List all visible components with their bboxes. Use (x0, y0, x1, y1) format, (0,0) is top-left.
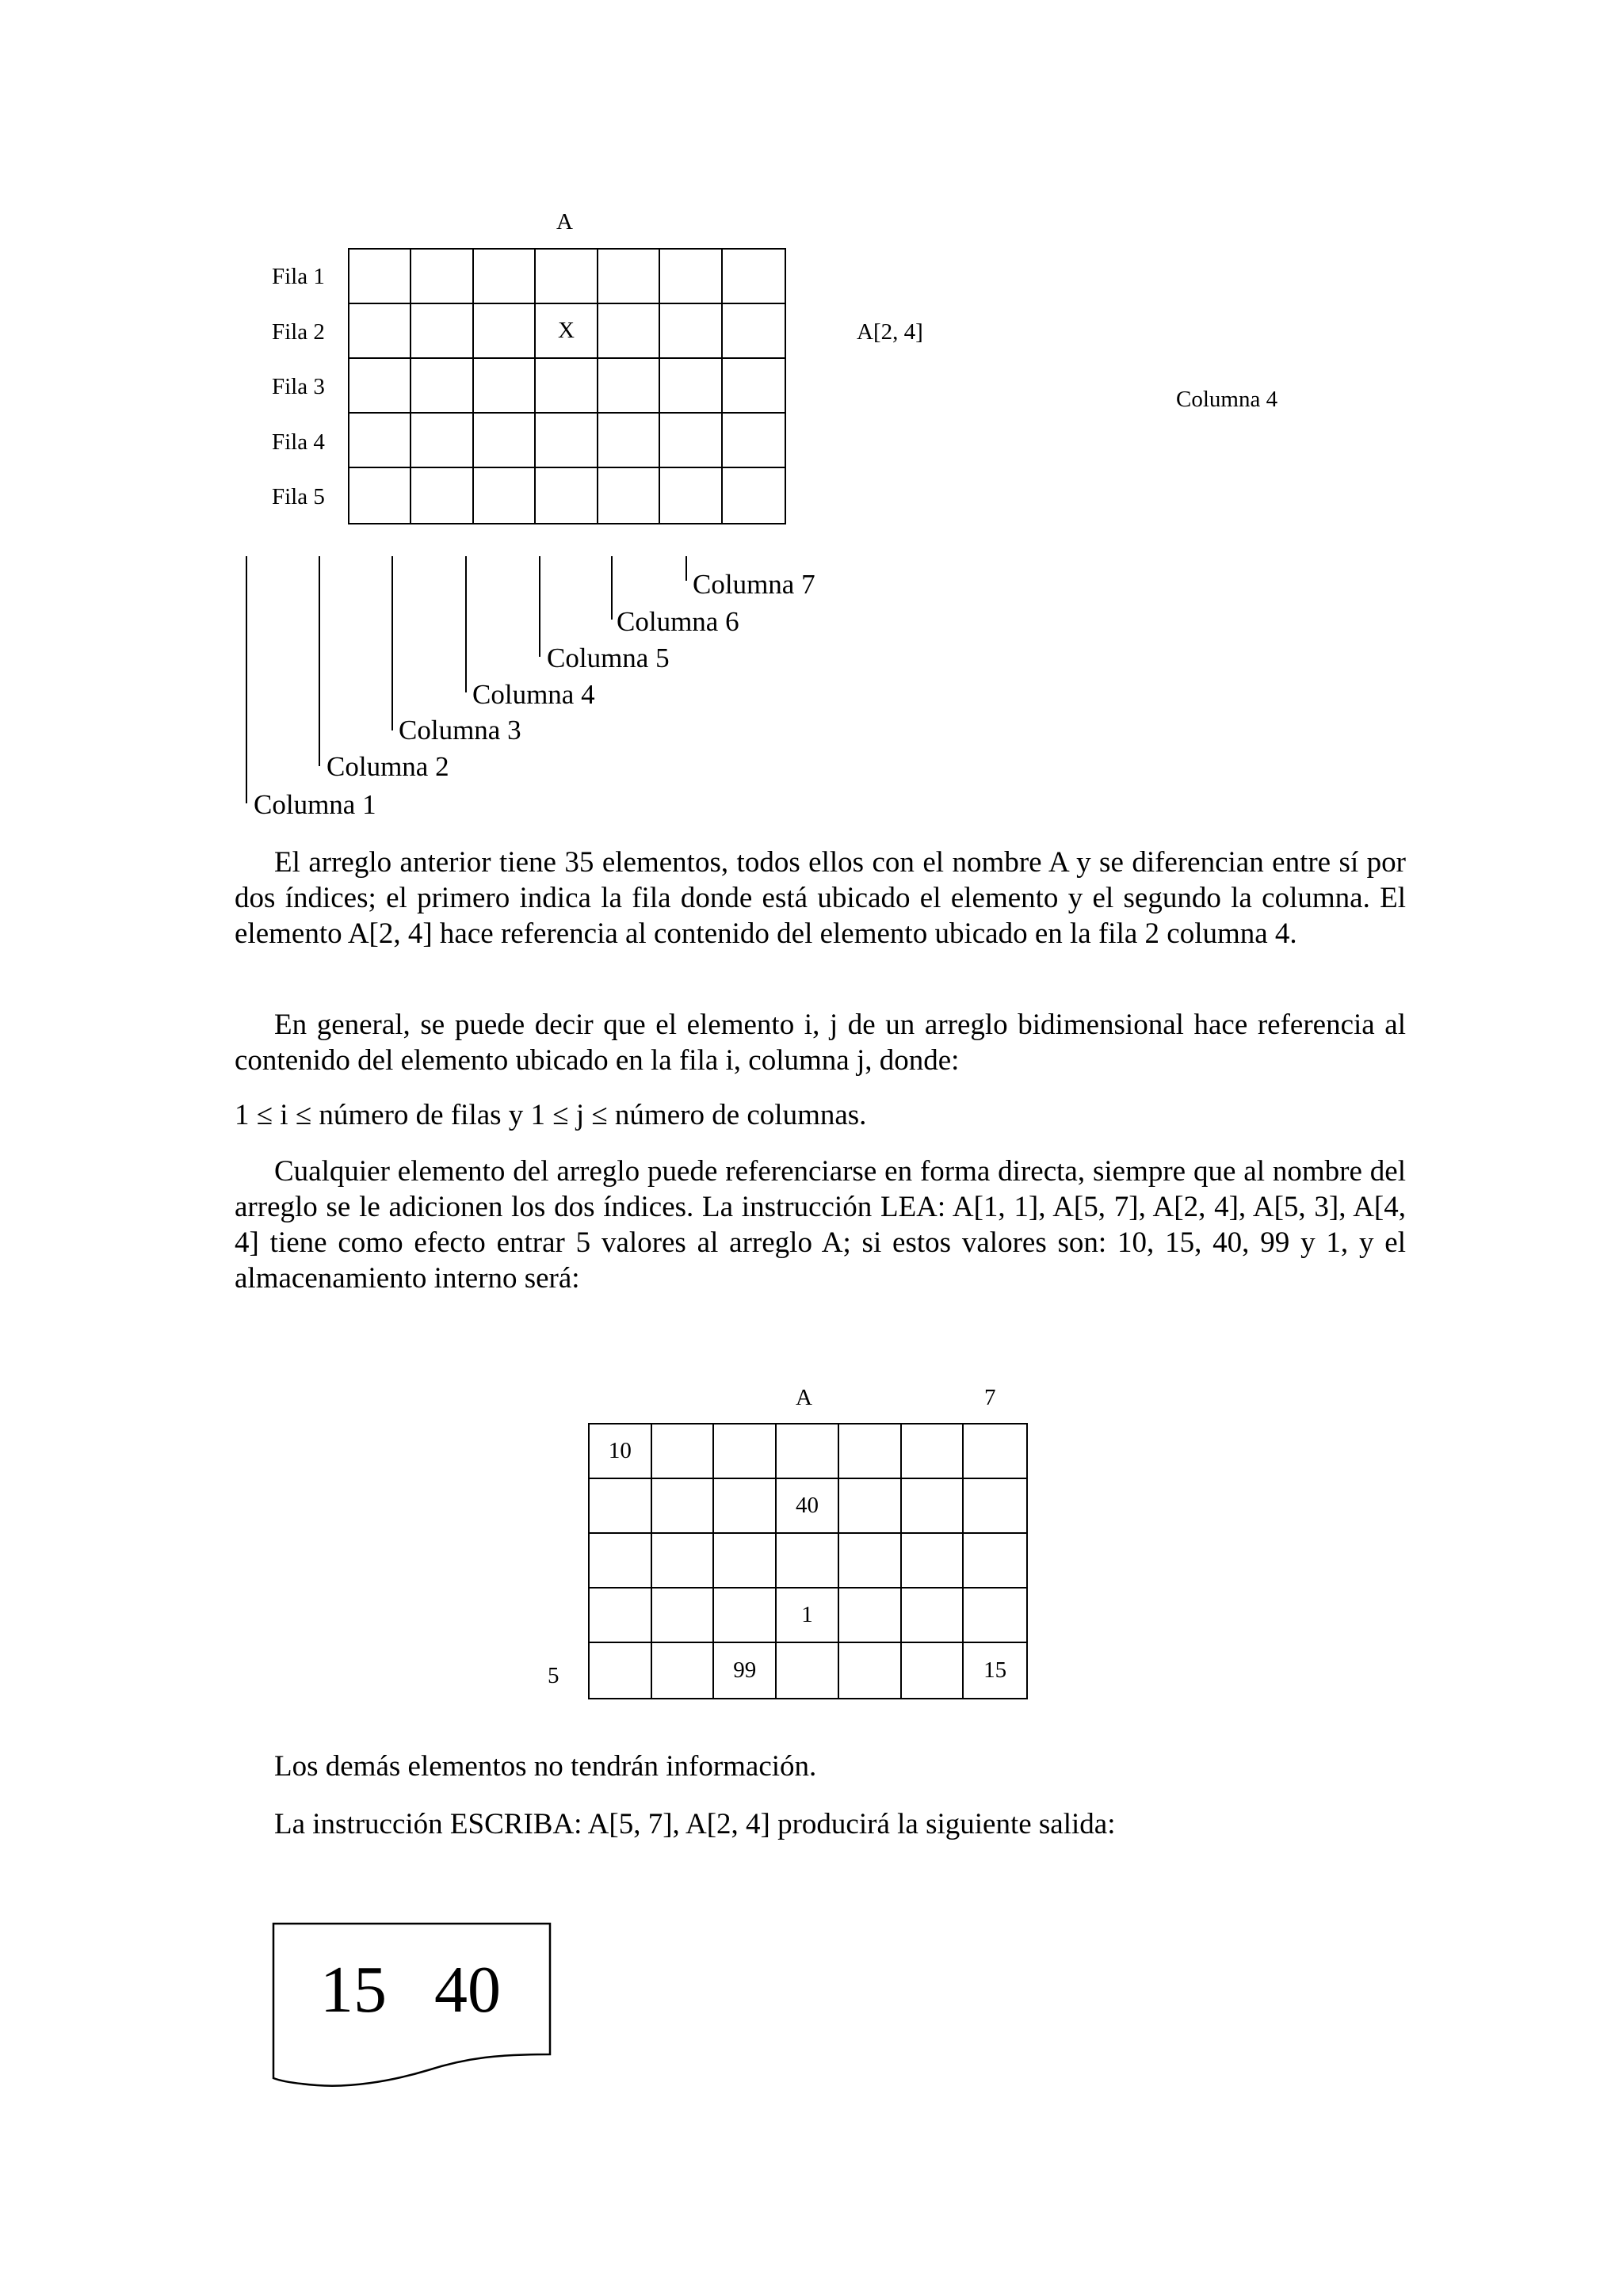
array-a-cell-r1-c6 (660, 250, 722, 304)
array-a-storage-cell-r1-c7 (964, 1425, 1026, 1479)
array-a-cell-r2-c5 (598, 304, 660, 359)
column-3-line (391, 556, 393, 730)
paragraph-1-text: El arreglo anterior tiene 35 elementos, todos ellos con el nombre A y se diferencian entre sí por dos índices; el primero indica la fila donde está ubicado el elemento y el segundo la columna. El elemento A[2, 4] hace referencia al contenido del elemento ubicado en la fila 2 columna 4. (235, 846, 1406, 950)
array-a-cell-r4-c7 (723, 414, 785, 468)
array-a-cell-r5-c6 (660, 468, 722, 523)
array-a-storage-cell-r3-c7 (964, 1534, 1026, 1589)
array-a-cell-r2-c2 (411, 304, 473, 359)
column-label-6: Columna 6 (617, 606, 739, 637)
array-a-storage-cell-r1-c1: 10 (590, 1425, 652, 1479)
figure2-title: A (796, 1385, 812, 1410)
paragraph-4 (235, 1154, 1406, 1296)
paragraph-3 (235, 1097, 1406, 1133)
figure2-row-count: 5 (548, 1663, 559, 1688)
paragraph-4-text: Cualquier elemento del arreglo puede referenciarse en forma directa, siempre que al nombre del arreglo se le adicionen los dos índices. La instrucción LEA: A[1, 1], A[5, 7], A[2, 4], A[5, 3], A[4, 4] tiene como efecto entrar 5 valores al arreglo A; si estos valores son: 10, 15, 40, 99 y 1, y el almacenamiento interno será: (235, 1155, 1406, 1295)
row-label-5: Fila 5 (272, 484, 325, 509)
array-a-storage-cell-r2-c1 (590, 1479, 652, 1534)
paragraph-5-text: Los demás elementos no tendrán información. (274, 1750, 817, 1783)
array-a-storage-cell-r5-c4 (777, 1643, 839, 1698)
figure2-column-count: 7 (984, 1385, 996, 1410)
array-a-storage-cell-r1-c4 (777, 1425, 839, 1479)
array-a-cell-r2-c1 (349, 304, 411, 359)
array-a-storage-cell-r5-c7: 15 (983, 1657, 1007, 1683)
array-a-storage-cell-r3-c2 (652, 1534, 715, 1589)
array-a-storage-cell-r4-c2 (652, 1589, 715, 1643)
array-a-storage-cell-r5-c1 (590, 1643, 652, 1698)
array-a-cell-r4-c3 (474, 414, 536, 468)
array-a-cell-r3-c3 (474, 359, 536, 414)
array-a-storage-cell-r5-c5 (839, 1643, 902, 1698)
array-a-cell-r4-c5 (598, 414, 660, 468)
array-a-storage-cell-r2-c5 (839, 1479, 902, 1534)
array-a-cell-r5-c4 (536, 468, 598, 523)
array-a-cell-r5-c5 (598, 468, 660, 523)
paragraph-2 (235, 1007, 1406, 1078)
paragraph-1 (235, 845, 1406, 952)
array-a-cell-r5-c3 (474, 468, 536, 523)
array-a-cell-r1-c7 (723, 250, 785, 304)
array-a-storage-cell-r2-c3 (714, 1479, 777, 1534)
row-label-2: Fila 2 (272, 319, 325, 345)
array-a-storage-cell-r3-c1 (590, 1534, 652, 1589)
array-a-storage-cell-r4-c6 (902, 1589, 964, 1643)
row-label-1: Fila 1 (272, 264, 325, 289)
array-a-cell-r3-c1 (349, 359, 411, 414)
column-label-2: Columna 2 (327, 751, 449, 782)
column-4-line (465, 556, 467, 692)
array-a-storage-cell-r1-c3 (714, 1425, 777, 1479)
column-5-line (539, 556, 540, 657)
array-a-cell-r1-c3 (474, 250, 536, 304)
array-a-cell-r4-c1 (349, 414, 411, 468)
array-a-storage-cell-r4-c3 (714, 1589, 777, 1643)
array-a-cell-r3-c4 (536, 359, 598, 414)
array-a-storage-grid (588, 1423, 1028, 1699)
paragraph-3-text: 1 ≤ i ≤ número de filas y 1 ≤ j ≤ número de columnas. (235, 1099, 867, 1131)
column-label-5: Columna 5 (547, 643, 670, 673)
array-a-cell-r2-c3 (474, 304, 536, 359)
row-label-3: Fila 3 (272, 374, 325, 399)
array-a-cell-r1-c4 (536, 250, 598, 304)
array-a-storage-cell-r2-c6 (902, 1479, 964, 1534)
array-a-cell-r5-c1 (349, 468, 411, 523)
array-a-storage-cell-r5-c2 (652, 1643, 715, 1698)
array-a-cell-r3-c7 (723, 359, 785, 414)
array-a-storage-cell-r2-c2 (652, 1479, 715, 1534)
array-a-cell-r2-c7 (723, 304, 785, 359)
array-a-cell-r5-c2 (411, 468, 473, 523)
array-a-storage-cell-r5-c3: 99 (714, 1643, 777, 1698)
column-2-line (319, 556, 320, 766)
element-label: A[2, 4] (857, 319, 923, 345)
column-label-1: Columna 1 (254, 789, 376, 820)
array-a-storage-cell-r1-c2 (652, 1425, 715, 1479)
array-a-grid (348, 248, 786, 524)
figure1-title: A (556, 209, 573, 235)
array-a-cell-r1-c2 (411, 250, 473, 304)
output-document-shape (269, 1921, 555, 2096)
array-a-cell-r4-c6 (660, 414, 722, 468)
paragraph-2-text: En general, se puede decir que el elemento i, j de un arreglo bidimensional hace referencia al contenido del elemento ubicado en la fila i, columna j, donde: (235, 1009, 1406, 1077)
array-a-storage-cell-r4-c1 (590, 1589, 652, 1643)
array-a-storage-cell-r5-c6 (902, 1643, 964, 1698)
array-a-cell-r4-c4 (536, 414, 598, 468)
array-a-storage-cell-r4-c4: 1 (777, 1589, 839, 1643)
output-value-2: 40 (434, 1953, 501, 2027)
array-a-storage-cell-r2-c4: 40 (777, 1479, 839, 1534)
array-a-cell-r2-c6 (660, 304, 722, 359)
array-a-storage-cell-r1-c5 (839, 1425, 902, 1479)
array-a-storage-cell-r1-c6 (902, 1425, 964, 1479)
array-a-storage-cell-r4-c5 (839, 1589, 902, 1643)
array-a-storage-cell-r3-c6 (902, 1534, 964, 1589)
column-1-line (246, 556, 247, 803)
array-a-storage-cell-r2-c7 (964, 1479, 1026, 1534)
paragraph-6 (235, 1806, 1406, 1842)
array-a-storage-cell-r3-c5 (839, 1534, 902, 1589)
array-a-cell-r4-c2 (411, 414, 473, 468)
array-a-cell-r3-c5 (598, 359, 660, 414)
column-7-line (685, 556, 687, 581)
paragraph-5 (235, 1749, 1406, 1784)
side-column-label: Columna 4 (1176, 387, 1278, 412)
paragraph-6-text: La instrucción ESCRIBA: A[5, 7], A[2, 4] producirá la siguiente salida: (274, 1808, 1116, 1840)
array-a-storage-cell-r4-c7 (964, 1589, 1026, 1643)
array-a-cell-r5-c7 (723, 468, 785, 523)
array-a-cell-r1-c1 (349, 250, 411, 304)
column-label-7: Columna 7 (693, 569, 815, 600)
array-a-cell-r2-c4: X (536, 304, 598, 359)
array-a-storage-cell-r3-c4 (777, 1534, 839, 1589)
column-6-line (611, 556, 613, 620)
output-value-1: 15 (320, 1953, 387, 2027)
array-a-storage-cell-r3-c3 (714, 1534, 777, 1589)
array-a-cell-r3-c6 (660, 359, 722, 414)
column-label-3: Columna 3 (399, 715, 521, 746)
column-label-4: Columna 4 (472, 679, 595, 710)
array-a-cell-r1-c5 (598, 250, 660, 304)
array-a-cell-r3-c2 (411, 359, 473, 414)
row-label-4: Fila 4 (272, 429, 325, 455)
